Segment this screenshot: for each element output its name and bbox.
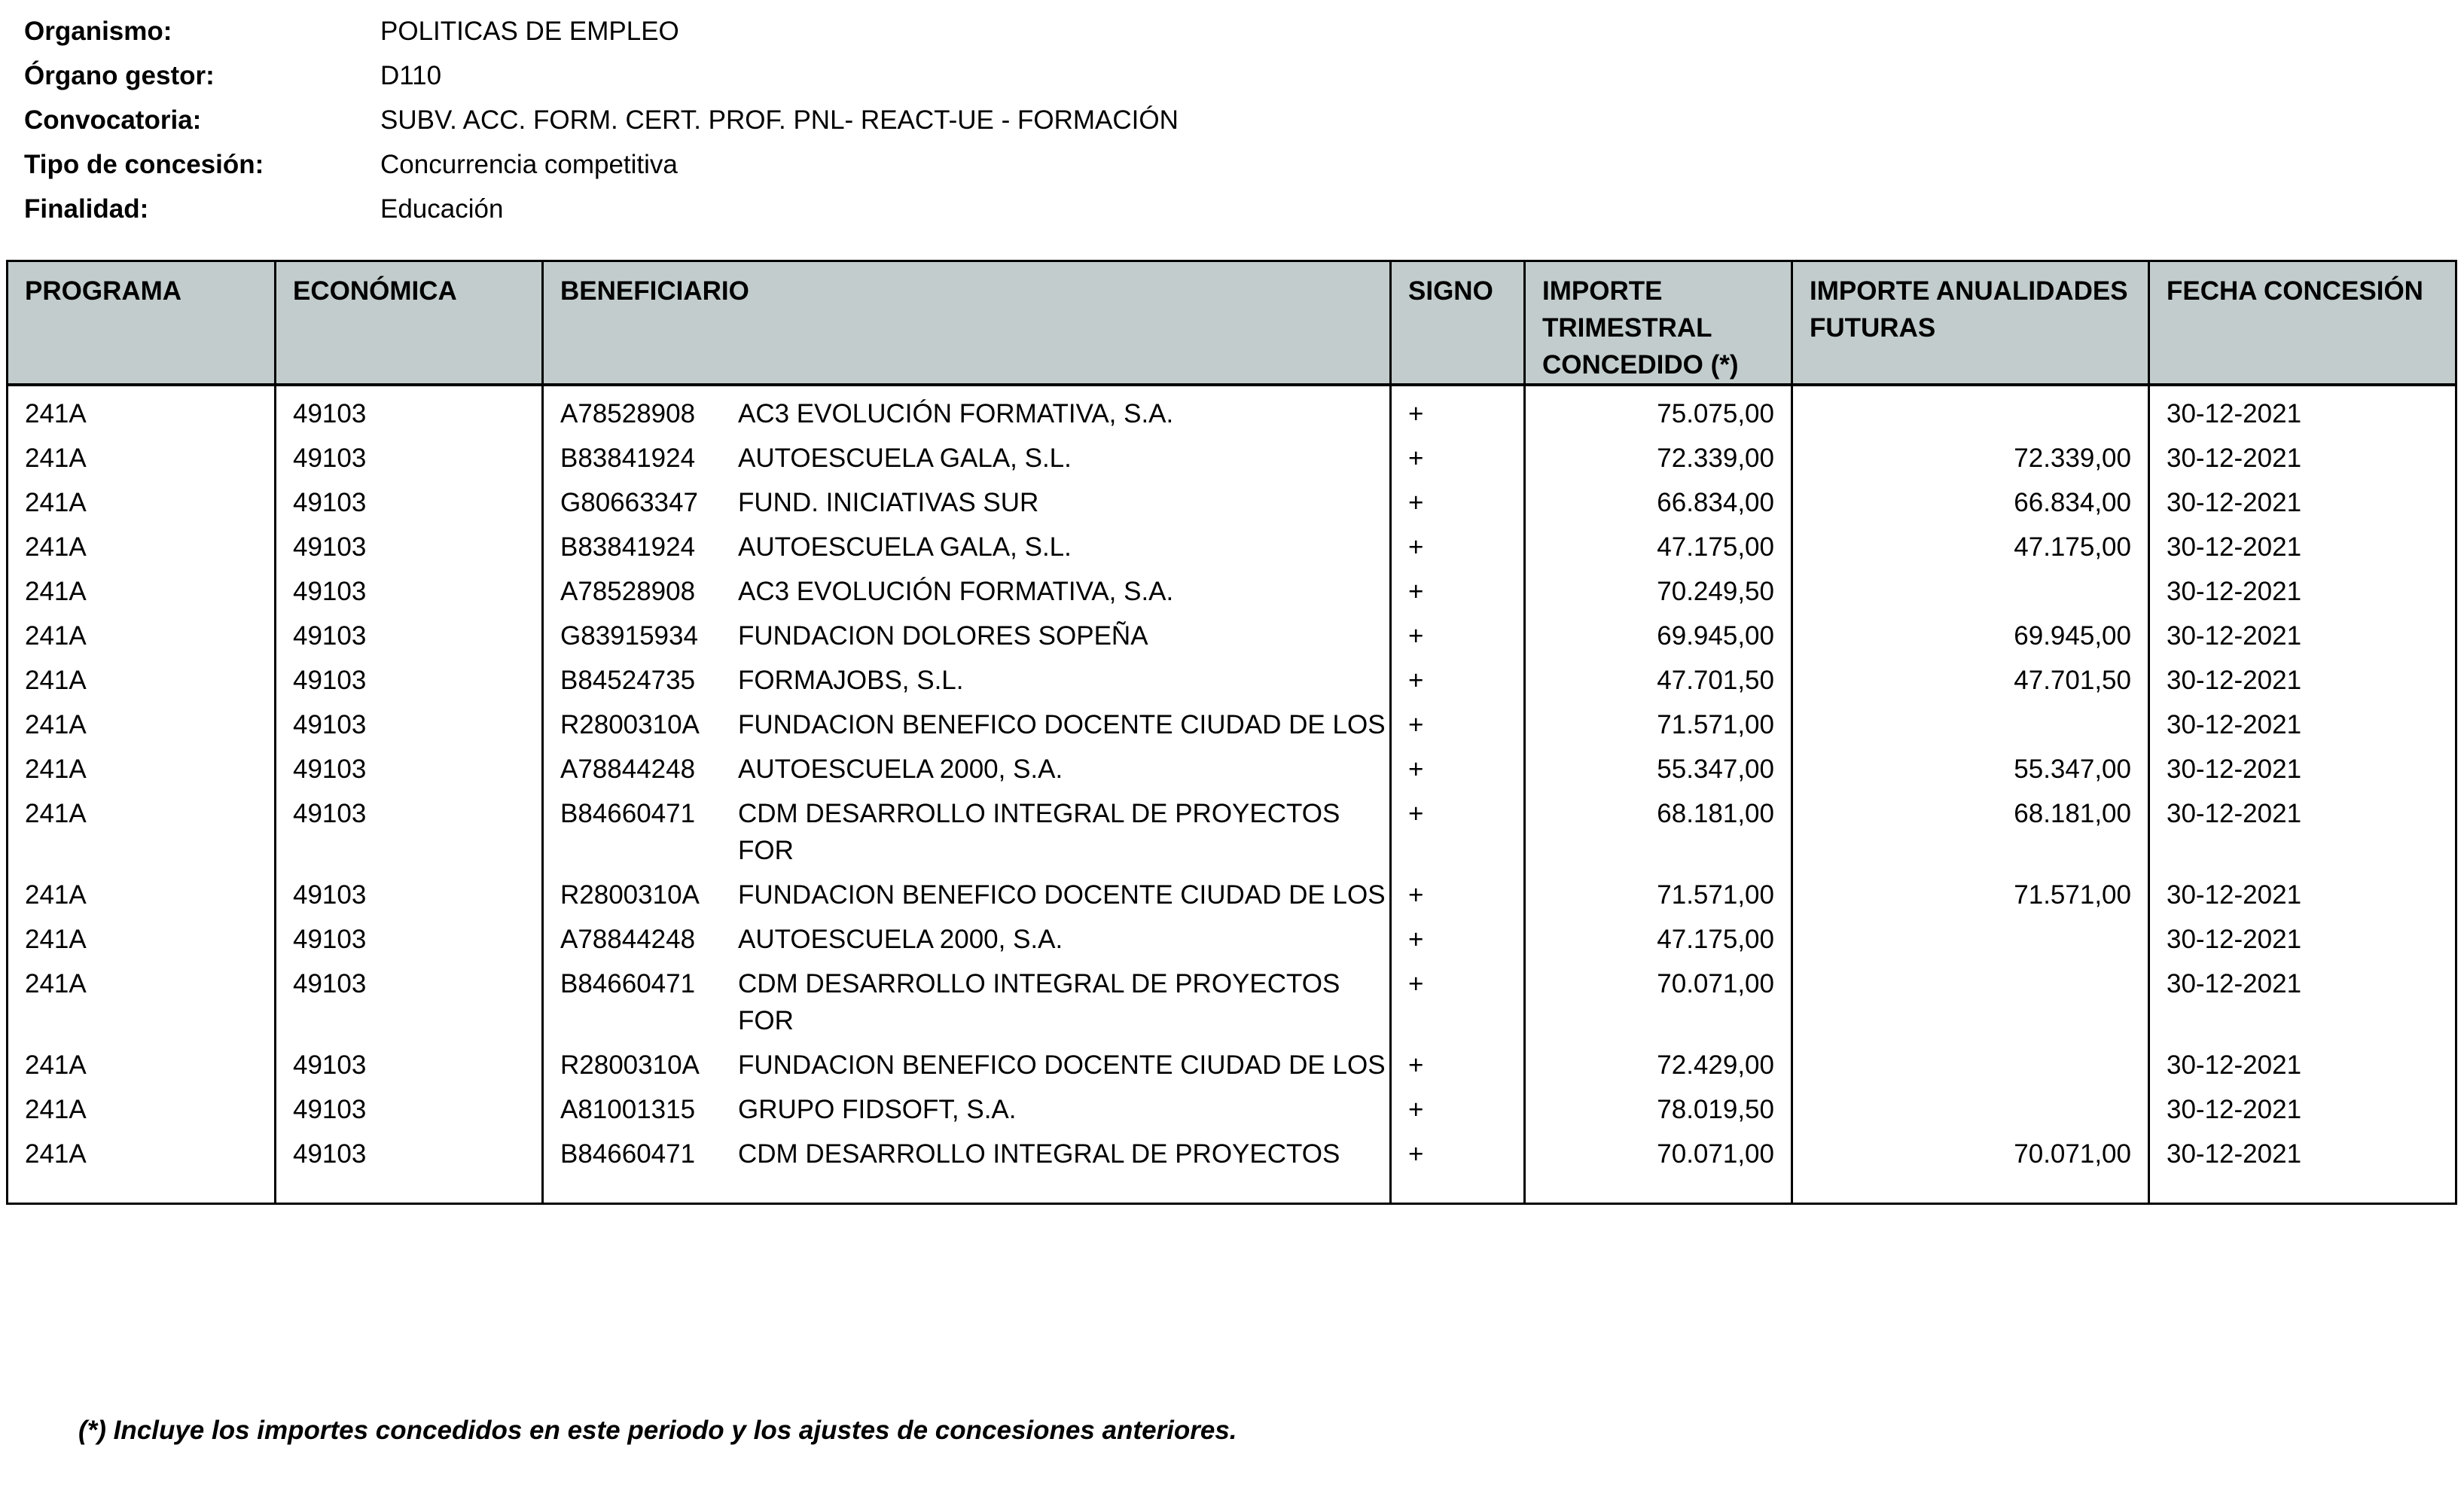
filler-cell: [1391, 1172, 1525, 1204]
filler-cell: [8, 1172, 276, 1204]
cell-importe-trimestral: 47.175,00: [1525, 521, 1792, 565]
beneficiario-name: CDM DESARROLLO INTEGRAL DE PROYECTOS: [738, 1139, 1340, 1169]
beneficiario-id: B84524735: [560, 666, 696, 695]
cell-beneficiario: [543, 521, 1391, 565]
cell-economica: 49103: [276, 958, 543, 1039]
meta-value: D110: [380, 60, 442, 90]
cell-programa: 241A: [25, 710, 87, 739]
cell-signo: +: [1391, 1039, 1525, 1084]
cell-importe-futuras: 47.175,00: [1792, 521, 2149, 565]
beneficiario-wrapper: [560, 484, 1389, 521]
column-header-programa: PROGRAMA: [8, 261, 276, 386]
cell-beneficiario: [543, 913, 1391, 958]
cell-signo: +: [1391, 477, 1525, 521]
cell-importe-futuras: 55.347,00: [1792, 743, 2149, 788]
beneficiario-name: AC3 EVOLUCIÓN FORMATIVA, S.A.: [738, 577, 1174, 606]
beneficiario-wrapper: [560, 876, 1389, 913]
cell-programa: 241A: [25, 577, 87, 606]
cell-economica: 49103: [276, 610, 543, 654]
cell-programa: 241A: [25, 1095, 87, 1124]
cell-importe-futuras: [1792, 565, 2149, 610]
meta-tipo-concesion: [24, 142, 1179, 187]
cell-signo: +: [1391, 654, 1525, 699]
cell-importe-trimestral: 47.701,50: [1525, 654, 1792, 699]
cell-economica: 49103: [276, 1039, 543, 1084]
cell-fecha-concesion: 30-12-2021: [2149, 610, 2456, 654]
cell-economica: 49103: [276, 477, 543, 521]
cell-beneficiario: [543, 1128, 1391, 1172]
beneficiario-wrapper: [560, 795, 1389, 869]
beneficiario-name: FUNDACION BENEFICO DOCENTE CIUDAD DE LOS: [738, 880, 1386, 910]
table-row: [8, 869, 2456, 913]
beneficiario-wrapper: [560, 751, 1389, 788]
cell-signo: +: [1391, 913, 1525, 958]
meta-label: Órgano gestor:: [24, 60, 215, 90]
cell-economica: 49103: [276, 788, 543, 869]
cell-programa: 241A: [25, 1050, 87, 1080]
cell-importe-trimestral: 75.075,00: [1525, 385, 1792, 432]
table-row: [8, 432, 2456, 477]
cell-fecha-concesion: 30-12-2021: [2149, 699, 2456, 743]
cell-signo: +: [1391, 743, 1525, 788]
cell-programa: 241A: [25, 532, 87, 562]
table-row: [8, 610, 2456, 654]
beneficiario-id: B84660471: [560, 1139, 696, 1169]
meta-convocatoria: [24, 98, 1179, 142]
metadata-block: [24, 9, 1179, 231]
cell-programa: 241A: [25, 1139, 87, 1169]
cell-programa: 241A: [25, 754, 87, 784]
meta-value: Concurrencia competitiva: [380, 149, 678, 179]
cell-importe-trimestral: 72.339,00: [1525, 432, 1792, 477]
beneficiario-wrapper: [560, 573, 1389, 610]
cell-importe-futuras: [1792, 958, 2149, 1039]
cell-importe-futuras: [1792, 1084, 2149, 1128]
table-row: [8, 1084, 2456, 1128]
meta-label: Convocatoria:: [24, 105, 202, 135]
beneficiario-id: G80663347: [560, 488, 698, 517]
cell-fecha-concesion: 30-12-2021: [2149, 432, 2456, 477]
beneficiario-wrapper: [560, 440, 1389, 477]
cell-fecha-concesion: 30-12-2021: [2149, 521, 2456, 565]
filler-cell: [2149, 1172, 2456, 1204]
cell-importe-trimestral: 70.071,00: [1525, 1128, 1792, 1172]
cell-programa: 241A: [25, 799, 87, 828]
cell-importe-futuras: [1792, 913, 2149, 958]
cell-economica: 49103: [276, 521, 543, 565]
cell-fecha-concesion: 30-12-2021: [2149, 477, 2456, 521]
table-row: [8, 743, 2456, 788]
cell-beneficiario: [543, 869, 1391, 913]
cell-programa: 241A: [25, 925, 87, 954]
cell-importe-futuras: 66.834,00: [1792, 477, 2149, 521]
table-body: [8, 385, 2456, 1204]
column-header-economica: ECONÓMICA: [276, 261, 543, 386]
cell-importe-trimestral: 72.429,00: [1525, 1039, 1792, 1084]
table-row: [8, 565, 2456, 610]
beneficiario-name: GRUPO FIDSOFT, S.A.: [738, 1095, 1017, 1124]
cell-fecha-concesion: 30-12-2021: [2149, 1084, 2456, 1128]
cell-economica: 49103: [276, 699, 543, 743]
cell-importe-futuras: 69.945,00: [1792, 610, 2149, 654]
beneficiario-name: AUTOESCUELA GALA, S.L.: [738, 444, 1072, 473]
cell-importe-futuras: 70.071,00: [1792, 1128, 2149, 1172]
table-row: [8, 913, 2456, 958]
cell-programa: 241A: [25, 444, 87, 473]
cell-fecha-concesion: 30-12-2021: [2149, 913, 2456, 958]
cell-importe-futuras: 47.701,50: [1792, 654, 2149, 699]
cell-signo: +: [1391, 869, 1525, 913]
cell-beneficiario: [543, 477, 1391, 521]
beneficiario-id: A78844248: [560, 925, 696, 954]
cell-programa: 241A: [25, 880, 87, 910]
cell-fecha-concesion: 30-12-2021: [2149, 565, 2456, 610]
cell-signo: +: [1391, 958, 1525, 1039]
filler-cell: [1525, 1172, 1792, 1204]
beneficiario-id: A78528908: [560, 577, 696, 606]
table-row: [8, 654, 2456, 699]
cell-fecha-concesion: 30-12-2021: [2149, 1039, 2456, 1084]
table-row: [8, 477, 2456, 521]
cell-programa: 241A: [25, 621, 87, 651]
cell-signo: +: [1391, 385, 1525, 432]
meta-finalidad: [24, 187, 1179, 231]
cell-beneficiario: [543, 788, 1391, 869]
cell-fecha-concesion: 30-12-2021: [2149, 958, 2456, 1039]
cell-importe-trimestral: 47.175,00: [1525, 913, 1792, 958]
cell-beneficiario: [543, 1084, 1391, 1128]
cell-beneficiario: [543, 565, 1391, 610]
cell-importe-futuras: [1792, 699, 2149, 743]
column-header-importe-futuras: IMPORTE ANUALIDADES FUTURAS: [1792, 261, 2149, 386]
beneficiario-id: R2800310A: [560, 1050, 700, 1080]
table-header: [8, 261, 2456, 386]
meta-label: Organismo:: [24, 16, 172, 46]
footnote: (*) Incluye los importes concedidos en este periodo y los ajustes de concesiones anteriores.: [78, 1416, 1237, 1445]
cell-economica: 49103: [276, 432, 543, 477]
beneficiario-name: CDM DESARROLLO INTEGRAL DE PROYECTOS FOR: [738, 799, 1340, 865]
beneficiario-name: AUTOESCUELA 2000, S.A.: [738, 925, 1063, 954]
cell-economica: 49103: [276, 869, 543, 913]
cell-signo: +: [1391, 432, 1525, 477]
cell-beneficiario: [543, 385, 1391, 432]
header-row: [8, 261, 2456, 386]
cell-economica: 49103: [276, 385, 543, 432]
table-row: [8, 699, 2456, 743]
column-header-fecha-concesion: FECHA CONCESIÓN: [2149, 261, 2456, 386]
cell-programa: 241A: [25, 488, 87, 517]
beneficiario-id: B84660471: [560, 969, 696, 998]
cell-importe-futuras: [1792, 385, 2149, 432]
beneficiario-wrapper: [560, 921, 1389, 958]
meta-organo-gestor: [24, 53, 1179, 98]
cell-fecha-concesion: 30-12-2021: [2149, 743, 2456, 788]
cell-economica: 49103: [276, 743, 543, 788]
filler-cell: [276, 1172, 543, 1204]
cell-fecha-concesion: 30-12-2021: [2149, 654, 2456, 699]
meta-organismo: [24, 9, 1179, 53]
beneficiario-id: R2800310A: [560, 710, 700, 739]
beneficiario-wrapper: [560, 395, 1389, 432]
meta-label: Tipo de concesión:: [24, 149, 264, 179]
beneficiario-wrapper: [560, 706, 1389, 743]
cell-signo: +: [1391, 565, 1525, 610]
beneficiario-name: AUTOESCUELA 2000, S.A.: [738, 754, 1063, 784]
beneficiario-id: A81001315: [560, 1095, 696, 1124]
filler-cell: [543, 1172, 1391, 1204]
beneficiario-id: B84660471: [560, 799, 696, 828]
cell-signo: +: [1391, 788, 1525, 869]
cell-programa: 241A: [25, 399, 87, 428]
meta-value: POLITICAS DE EMPLEO: [380, 16, 679, 46]
table-row: [8, 385, 2456, 432]
beneficiario-wrapper: [560, 1136, 1389, 1172]
cell-signo: +: [1391, 1128, 1525, 1172]
table-filler-row: [8, 1172, 2456, 1204]
cell-importe-futuras: 71.571,00: [1792, 869, 2149, 913]
beneficiario-id: B83841924: [560, 532, 696, 562]
cell-fecha-concesion: 30-12-2021: [2149, 788, 2456, 869]
column-header-signo: SIGNO: [1391, 261, 1525, 386]
beneficiario-id: A78844248: [560, 754, 696, 784]
table-row: [8, 1039, 2456, 1084]
cell-importe-futuras: 72.339,00: [1792, 432, 2149, 477]
cell-beneficiario: [543, 610, 1391, 654]
cell-importe-trimestral: 71.571,00: [1525, 699, 1792, 743]
beneficiario-wrapper: [560, 617, 1389, 654]
table-row: [8, 521, 2456, 565]
cell-importe-futuras: 68.181,00: [1792, 788, 2149, 869]
beneficiario-name: AUTOESCUELA GALA, S.L.: [738, 532, 1072, 562]
meta-value: Educación: [380, 194, 504, 224]
beneficiario-id: A78528908: [560, 399, 696, 428]
cell-beneficiario: [543, 1039, 1391, 1084]
cell-economica: 49103: [276, 654, 543, 699]
beneficiario-name: FUNDACION BENEFICO DOCENTE CIUDAD DE LOS: [738, 710, 1386, 739]
beneficiario-id: R2800310A: [560, 880, 700, 910]
meta-value: SUBV. ACC. FORM. CERT. PROF. PNL- REACT-UE - FORMACIÓN: [380, 105, 1179, 135]
beneficiario-wrapper: [560, 662, 1389, 699]
cell-economica: 49103: [276, 1128, 543, 1172]
cell-fecha-concesion: 30-12-2021: [2149, 869, 2456, 913]
cell-importe-trimestral: 66.834,00: [1525, 477, 1792, 521]
column-header-beneficiario: BENEFICIARIO: [543, 261, 1391, 386]
cell-importe-trimestral: 70.071,00: [1525, 958, 1792, 1039]
cell-signo: +: [1391, 699, 1525, 743]
cell-programa: 241A: [25, 666, 87, 695]
cell-programa: 241A: [25, 969, 87, 998]
cell-signo: +: [1391, 610, 1525, 654]
beneficiario-id: B83841924: [560, 444, 696, 473]
beneficiario-wrapper: [560, 529, 1389, 565]
cell-economica: 49103: [276, 565, 543, 610]
cell-fecha-concesion: 30-12-2021: [2149, 1128, 2456, 1172]
cell-signo: +: [1391, 521, 1525, 565]
cell-fecha-concesion: 30-12-2021: [2149, 385, 2456, 432]
beneficiario-name: CDM DESARROLLO INTEGRAL DE PROYECTOS FOR: [738, 969, 1340, 1035]
beneficiario-name: FUNDACION DOLORES SOPEÑA: [738, 621, 1148, 651]
meta-label: Finalidad:: [24, 194, 149, 224]
cell-beneficiario: [543, 958, 1391, 1039]
beneficiario-id: G83915934: [560, 621, 698, 651]
cell-importe-trimestral: 71.571,00: [1525, 869, 1792, 913]
cell-beneficiario: [543, 699, 1391, 743]
table-row: [8, 958, 2456, 1039]
cell-importe-trimestral: 70.249,50: [1525, 565, 1792, 610]
table-row: [8, 788, 2456, 869]
cell-beneficiario: [543, 432, 1391, 477]
grants-table: [6, 260, 2457, 1205]
cell-economica: 49103: [276, 1084, 543, 1128]
cell-beneficiario: [543, 743, 1391, 788]
cell-beneficiario: [543, 654, 1391, 699]
beneficiario-wrapper: [560, 965, 1389, 1039]
cell-importe-trimestral: 78.019,50: [1525, 1084, 1792, 1128]
beneficiario-wrapper: [560, 1091, 1389, 1128]
beneficiario-name: FUNDACION BENEFICO DOCENTE CIUDAD DE LOS: [738, 1050, 1386, 1080]
cell-importe-trimestral: 69.945,00: [1525, 610, 1792, 654]
cell-economica: 49103: [276, 913, 543, 958]
table-row: [8, 1128, 2456, 1172]
column-header-importe-trimestral: IMPORTE TRIMESTRAL CONCEDIDO (*): [1525, 261, 1792, 386]
cell-signo: +: [1391, 1084, 1525, 1128]
filler-cell: [1792, 1172, 2149, 1204]
beneficiario-name: FORMAJOBS, S.L.: [738, 666, 964, 695]
cell-importe-trimestral: 55.347,00: [1525, 743, 1792, 788]
beneficiario-wrapper: [560, 1047, 1389, 1084]
cell-importe-futuras: [1792, 1039, 2149, 1084]
beneficiario-name: AC3 EVOLUCIÓN FORMATIVA, S.A.: [738, 399, 1174, 428]
beneficiario-name: FUND. INICIATIVAS SUR: [738, 488, 1039, 517]
cell-importe-trimestral: 68.181,00: [1525, 788, 1792, 869]
